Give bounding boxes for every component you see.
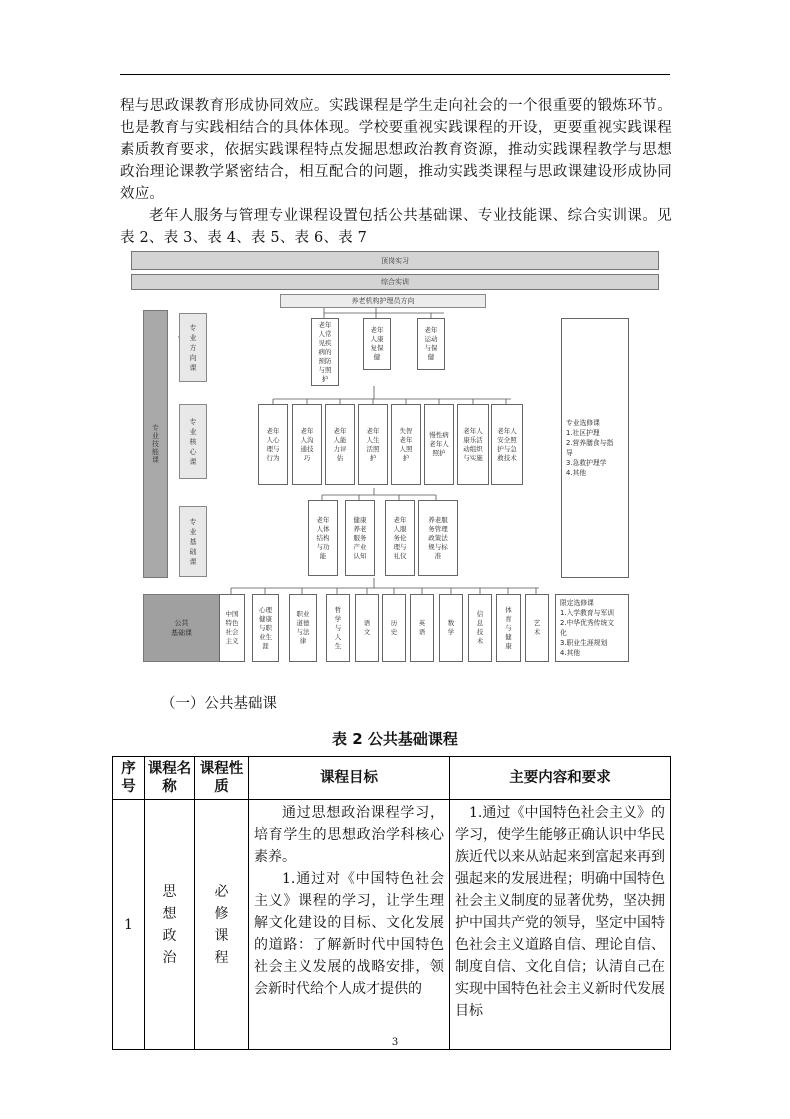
professional-elective-item-2: 2.营养膳食与指 [566,439,614,447]
core-course-2: 老年 人沟 通技 巧 [292,404,322,485]
row1-goal-paragraph-2: 1.通过对《中国特色社会主义》课程的学习，让学生理解文化建设的目标、文化发展的道路：了解新时代中国特色社会主义发展的战略安排，领会新时代给个人成才提供的 [254,871,444,997]
basic-course-2: 健康 养老 服务 产业 认知 [345,500,375,576]
basic-course-4: 养老服 务管理 政策法 规与标 准 [418,500,458,576]
public-course-7: 英 语 [410,594,434,662]
section-heading: （一）公共基础课 [161,696,277,712]
direction-course-3: 老年 运动 与保 健 [417,318,445,370]
internship-bar: 顶岗实习 [131,251,659,270]
public-course-5: 语 文 [355,594,379,662]
page-number: 3 [391,1037,399,1048]
limited-elective-item-3: 3.职业生涯规划 [560,639,608,647]
category-core-courses: 专 业 核 心 课 [179,404,207,479]
core-course-5: 失智 老年 人照 护 [391,404,421,485]
limited-elective-item-2: 2.中华优秀传统文 [560,619,615,627]
career-direction-bar: 养老机构护理员方向 [280,294,486,308]
public-course-6: 历 史 [382,594,406,662]
public-course-3: 职业 道德 与法 律 [289,594,317,662]
row1-no: 1 [113,800,145,1050]
curriculum-structure-diagram [131,251,661,671]
limited-elective-box [555,594,629,662]
professional-elective-item-3: 3.急救护理学 [566,459,607,467]
professional-skill-courses-label: 专业技能课 [143,310,168,578]
core-course-3: 老年 人能 力评 估 [325,404,355,485]
core-course-7: 老年人 康乐活 动组织 与实施 [457,404,489,485]
professional-elective-box [561,318,629,578]
header-nature: 课程性质 [195,757,249,800]
basic-course-3: 老年 人服 务伦 理与 礼仪 [385,500,415,576]
direction-course-1: 老年 人常 见疾 病的 预防 与照 护 [311,318,339,386]
row1-nature: 必修课程 [195,800,249,1050]
professional-elective-item-4: 4.其他 [566,469,587,477]
public-course-11: 艺 术 [525,594,549,662]
row1-content [450,800,671,1050]
comprehensive-training-bar: 综合实训 [131,274,659,290]
core-course-6: 慢性病 老年人 照护 [424,404,454,485]
row1-goal [249,800,450,1050]
core-course-4: 老年 人生 活照 护 [358,404,388,485]
header-no: 序号 [113,757,145,800]
category-basic-courses: 专 业 基 础 课 [179,506,207,577]
table-header-row [113,757,671,800]
body-paragraph-1: 程与思政课教育形成协同效应。实践课程是学生走向社会的一个很重要的锻炼环节。也是教育与实践相结合的具体体现。学校要重视实践课程的开设，更要重视实践课程素质教育要求，依据实践课程特点发掘思想政治教育资源，推动实践课程教学与思想政治理论课教学紧密结合，相互配合的问题，推动实践类课程与思政课建设形成协同效应。 [120,98,672,202]
header-rule [120,74,670,75]
core-course-1: 老年 人心 理与 行为 [258,404,288,485]
row1-goal-paragraph-1: 通过思想政治课程学习，培育学生的思想政治学科核心素养。 [254,805,444,865]
public-course-9: 信 息 技 术 [468,594,492,662]
professional-elective-item-1: 1.社区护理 [566,429,600,437]
public-course-10: 体 育 与 健 康 [496,594,521,662]
limited-elective-item-4: 4.其他 [560,649,581,657]
limited-elective-title: 限定选修课 [560,599,594,607]
direction-course-2: 老年 人康 复保 健 [363,318,391,370]
professional-elective-item-2-cont: 导 [566,449,573,457]
body-paragraph-2: 老年人服务与管理专业课程设置包括公共基础课、专业技能课、综合实训课。见表 2、表 3、表 4、表 5、表 6、表 7 [120,208,672,246]
core-course-8: 老年人 安全照 护与急 救技术 [491,404,523,485]
public-course-4: 哲 学 与 人 生 [326,594,350,662]
row1-content-paragraph-1: 1.通过《中国特色社会主义》的学习，使学生能够正确认识中华民族近代以来从站起来到富起来再到强起来的发展进程；明确中国特色社会主义制度的显著优势，坚决拥护中国共产党的领导，坚定中国特色社会主义道路自信、理论自信、制度自信、文化自信；认清自己在实现中国特色社会主义新时代发展目标 [455,805,665,1019]
limited-elective-item-2-cont: 化 [560,629,567,637]
table-title: 表 2 公共基础课程 [332,730,458,748]
public-course-2: 心理 健康 与职 业生 涯 [252,594,279,662]
header-name: 课程名称 [145,757,195,800]
public-foundation-courses-label: 公共 基础课 [143,594,220,662]
public-course-1: 中国 特色 社会 主义 [219,594,245,662]
public-foundation-courses-table [112,756,671,1050]
category-direction-courses: 专 业 方 向 课 [179,313,207,382]
basic-course-1: 老年 人体 结构 与功 能 [308,500,338,576]
professional-elective-title: 专业选修课 [566,419,600,427]
table-row [113,800,671,1050]
public-course-8: 数 学 [439,594,463,662]
header-goal: 课程目标 [249,757,450,800]
row1-name: 思想政治 [145,800,195,1050]
limited-elective-item-1: 1.入学教育与军训 [560,609,615,617]
header-content: 主要内容和要求 [450,757,671,800]
